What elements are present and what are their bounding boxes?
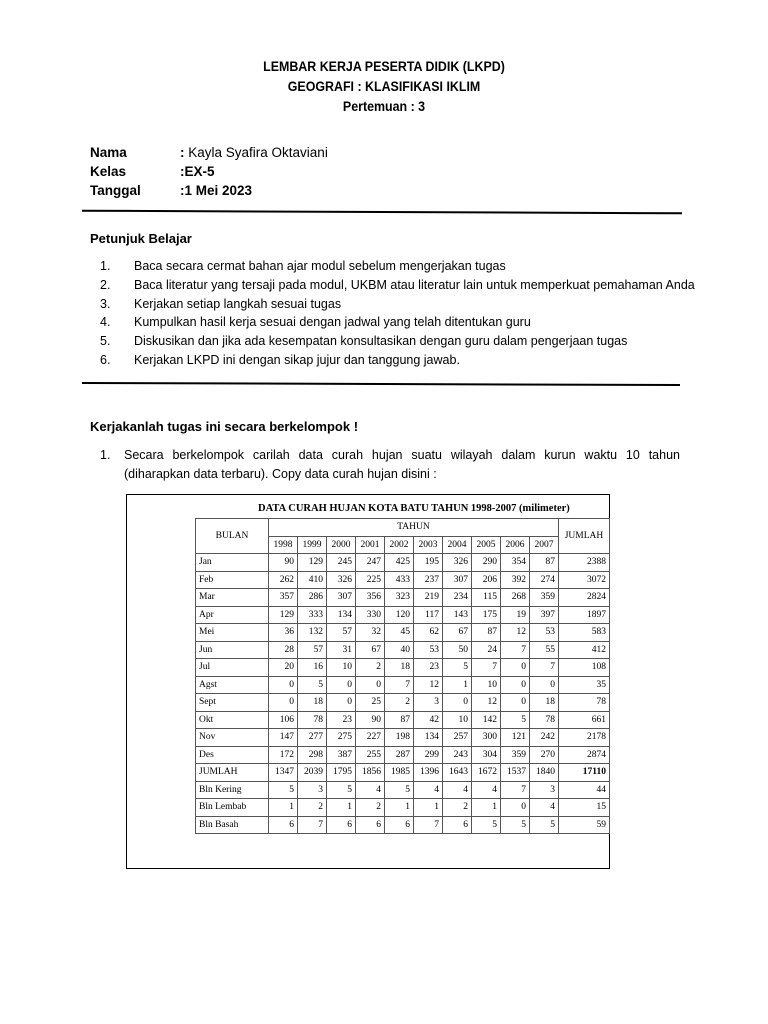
table-cell: 28	[269, 641, 298, 659]
table-cell: 4	[443, 781, 472, 799]
table-cell: 67	[356, 641, 385, 659]
table-cell: 31	[327, 641, 356, 659]
table-row	[196, 729, 610, 747]
table-row	[196, 659, 610, 677]
table-cell: 134	[414, 729, 443, 747]
table-cell: 0	[327, 694, 356, 712]
table-cell: 20	[269, 659, 298, 677]
table-cell: 18	[298, 694, 327, 712]
table-row	[196, 781, 610, 799]
table-row	[196, 606, 610, 624]
table-cell: 132	[298, 624, 327, 642]
table-cell: 219	[414, 589, 443, 607]
row-total: 78	[559, 694, 610, 712]
table-cell: 425	[385, 554, 414, 572]
row-label: Sept	[196, 694, 269, 712]
subject-title: GEOGRAFI : KLASIFIKASI IKLIM	[287, 79, 481, 94]
table-cell: 23	[327, 711, 356, 729]
table-cell: 10	[472, 676, 501, 694]
kelas-value: :EX-5	[180, 164, 215, 179]
table-cell: 237	[414, 571, 443, 589]
table-cell: 300	[472, 729, 501, 747]
table-cell: 40	[385, 641, 414, 659]
table-cell: 2	[385, 694, 414, 712]
table-cell: 129	[298, 554, 327, 572]
table-cell: 307	[443, 571, 472, 589]
row-label: Nov	[196, 729, 269, 747]
table-cell: 143	[443, 606, 472, 624]
table-cell: 45	[385, 624, 414, 642]
nama-value-wrap	[180, 145, 328, 160]
table-cell: 4	[530, 799, 559, 817]
table-cell: 275	[327, 729, 356, 747]
row-label: JUMLAH	[196, 764, 269, 782]
year-header: 2007	[530, 536, 559, 554]
table-cell: 356	[356, 589, 385, 607]
tanggal-label: Tanggal	[90, 183, 141, 198]
table-cell: 225	[356, 571, 385, 589]
year-header: 2005	[472, 536, 501, 554]
task-number: 1.	[100, 448, 111, 462]
table-cell: 1856	[356, 764, 385, 782]
table-cell: 307	[327, 589, 356, 607]
table-cell: 0	[269, 694, 298, 712]
table-cell: 147	[269, 729, 298, 747]
row-label: Jul	[196, 659, 269, 677]
table-cell: 106	[269, 711, 298, 729]
table-cell: 0	[530, 676, 559, 694]
table-cell: 18	[530, 694, 559, 712]
row-total: 661	[559, 711, 610, 729]
table-cell: 245	[327, 554, 356, 572]
table-body	[196, 554, 610, 834]
row-label: Bln Basah	[196, 816, 269, 834]
table-cell: 0	[501, 799, 530, 817]
table-cell: 3	[414, 694, 443, 712]
divider-line	[82, 382, 680, 386]
list-item: 1. Baca secara cermat bahan ajar modul sebelum mengerjakan tugas	[100, 259, 506, 273]
table-cell: 36	[269, 624, 298, 642]
table-cell: 4	[472, 781, 501, 799]
row-label: Apr	[196, 606, 269, 624]
year-header: 1998	[269, 536, 298, 554]
table-cell: 5	[327, 781, 356, 799]
row-label: Bln Kering	[196, 781, 269, 799]
table-cell: 227	[356, 729, 385, 747]
table-cell: 10	[327, 659, 356, 677]
table-cell: 0	[501, 659, 530, 677]
table-cell: 354	[501, 554, 530, 572]
table-row	[196, 571, 610, 589]
table-cell: 257	[443, 729, 472, 747]
table-cell: 1985	[385, 764, 414, 782]
table-cell: 299	[414, 746, 443, 764]
table-cell: 0	[443, 694, 472, 712]
table-cell: 50	[443, 641, 472, 659]
col-jumlah: JUMLAH	[559, 519, 610, 554]
table-cell: 1	[443, 676, 472, 694]
row-total: 2824	[559, 589, 610, 607]
table-cell: 6	[269, 816, 298, 834]
table-cell: 243	[443, 746, 472, 764]
table-row	[196, 816, 610, 834]
row-total: 35	[559, 676, 610, 694]
list-item: 6. Kerjakan LKPD ini dengan sikap jujur dan tanggung jawab.	[100, 352, 460, 367]
table-cell: 1672	[472, 764, 501, 782]
row-total: 44	[559, 781, 610, 799]
year-header: 2004	[443, 536, 472, 554]
row-label: Mar	[196, 589, 269, 607]
list-item: 4. Kumpulkan hasil kerja sesuai dengan jadwal yang telah ditentukan guru	[100, 315, 531, 330]
row-total: 2874	[559, 746, 610, 764]
table-row	[196, 676, 610, 694]
table-cell: 298	[298, 746, 327, 764]
table-cell: 23	[414, 659, 443, 677]
table-cell: 4	[414, 781, 443, 799]
table-cell: 242	[530, 729, 559, 747]
table-cell: 32	[356, 624, 385, 642]
table-cell: 1643	[443, 764, 472, 782]
table-cell: 1795	[327, 764, 356, 782]
kelas-label: Kelas	[90, 164, 127, 179]
table-cell: 270	[530, 746, 559, 764]
col-tahun: TAHUN	[269, 519, 559, 537]
row-label: Jun	[196, 641, 269, 659]
table-cell: 121	[501, 729, 530, 747]
table-cell: 2	[443, 799, 472, 817]
table-cell: 12	[501, 624, 530, 642]
row-label: Feb	[196, 571, 269, 589]
table-cell: 2	[356, 659, 385, 677]
table-cell: 57	[327, 624, 356, 642]
table-cell: 90	[356, 711, 385, 729]
table-cell: 5	[530, 816, 559, 834]
table-cell: 25	[356, 694, 385, 712]
table-cell: 206	[472, 571, 501, 589]
table-cell: 7	[501, 641, 530, 659]
list-item: 3. Kerjakan setiap langkah sesuai tugas	[100, 296, 342, 311]
row-label: Bln Lembab	[196, 799, 269, 817]
table-cell: 117	[414, 606, 443, 624]
table-cell: 5	[501, 711, 530, 729]
table-cell: 7	[472, 659, 501, 677]
nama-label: Nama	[90, 145, 127, 160]
table-cell: 2	[298, 799, 327, 817]
table-cell: 142	[472, 711, 501, 729]
table-cell: 0	[501, 694, 530, 712]
row-total: 583	[559, 624, 610, 642]
task-item	[90, 446, 680, 484]
meeting-title: Pertemuan : 3	[342, 99, 426, 114]
row-total: 1897	[559, 606, 610, 624]
instruction-list	[90, 257, 695, 370]
table-cell: 1537	[501, 764, 530, 782]
table-cell: 387	[327, 746, 356, 764]
table-cell: 333	[298, 606, 327, 624]
year-header: 2000	[327, 536, 356, 554]
row-total: 108	[559, 659, 610, 677]
table-cell: 5	[472, 816, 501, 834]
table-cell: 2	[356, 799, 385, 817]
table-cell: 1840	[530, 764, 559, 782]
row-total: 2388	[559, 554, 610, 572]
col-bulan: BULAN	[196, 519, 269, 554]
table-cell: 7	[385, 676, 414, 694]
table-cell: 247	[356, 554, 385, 572]
table-cell: 53	[414, 641, 443, 659]
tanggal-value: :1 Mei 2023	[180, 183, 253, 198]
table-cell: 6	[327, 816, 356, 834]
table-cell: 1	[472, 799, 501, 817]
table-cell: 357	[269, 589, 298, 607]
table-cell: 255	[356, 746, 385, 764]
table-cell: 330	[356, 606, 385, 624]
row-total: 17110	[559, 764, 610, 782]
table-cell: 326	[327, 571, 356, 589]
table-header-row	[196, 519, 610, 537]
table-cell: 5	[443, 659, 472, 677]
table-cell: 12	[414, 676, 443, 694]
table-row	[196, 799, 610, 817]
list-item: 5. Diskusikan dan jika ada kesempatan konsultasikan dengan guru dalam pengerjaan tugas	[100, 334, 628, 349]
table-cell: 24	[472, 641, 501, 659]
rainfall-table	[195, 518, 610, 834]
table-cell: 172	[269, 746, 298, 764]
table-cell: 53	[530, 624, 559, 642]
nama-colon: :	[180, 145, 185, 160]
table-cell: 18	[385, 659, 414, 677]
table-cell: 323	[385, 589, 414, 607]
row-total: 2178	[559, 729, 610, 747]
table-cell: 1396	[414, 764, 443, 782]
year-header: 2002	[385, 536, 414, 554]
table-cell: 6	[385, 816, 414, 834]
table-cell: 87	[530, 554, 559, 572]
table-cell: 62	[414, 624, 443, 642]
table-cell: 1	[385, 799, 414, 817]
table-row	[196, 746, 610, 764]
table-cell: 129	[269, 606, 298, 624]
table-cell: 268	[501, 589, 530, 607]
tugas-heading: Kerjakanlah tugas ini secara berkelompok !	[90, 419, 359, 434]
table-cell: 359	[530, 589, 559, 607]
table-cell: 392	[501, 571, 530, 589]
table-cell: 7	[501, 781, 530, 799]
table-cell: 78	[530, 711, 559, 729]
table-row	[196, 624, 610, 642]
table-cell: 7	[298, 816, 327, 834]
table-cell: 5	[298, 676, 327, 694]
list-item: 2. Baca literatur yang tersaji pada modul, UKBM atau literatur lain untuk memperkuat pemahaman Anda	[100, 277, 695, 292]
table-cell: 67	[443, 624, 472, 642]
petunjuk-heading: Petunjuk Belajar	[90, 231, 192, 246]
table-cell: 12	[472, 694, 501, 712]
table-cell: 433	[385, 571, 414, 589]
table-title: DATA CURAH HUJAN KOTA BATU TAHUN 1998-2007 (milimeter)	[258, 503, 570, 514]
table-cell: 397	[530, 606, 559, 624]
table-cell: 90	[269, 554, 298, 572]
table-cell: 57	[298, 641, 327, 659]
table-cell: 1	[327, 799, 356, 817]
year-header: 2006	[501, 536, 530, 554]
table-cell: 42	[414, 711, 443, 729]
table-cell: 1	[269, 799, 298, 817]
table-cell: 274	[530, 571, 559, 589]
row-label: Des	[196, 746, 269, 764]
table-cell: 0	[327, 676, 356, 694]
table-cell: 6	[356, 816, 385, 834]
table-cell: 5	[385, 781, 414, 799]
row-total: 412	[559, 641, 610, 659]
table-row	[196, 554, 610, 572]
table-cell: 5	[501, 816, 530, 834]
row-total: 15	[559, 799, 610, 817]
table-cell: 10	[443, 711, 472, 729]
table-cell: 287	[385, 746, 414, 764]
table-cell: 3	[530, 781, 559, 799]
table-cell: 115	[472, 589, 501, 607]
row-label: Mei	[196, 624, 269, 642]
table-row	[196, 764, 610, 782]
table-cell: 0	[269, 676, 298, 694]
table-row	[196, 641, 610, 659]
table-cell: 277	[298, 729, 327, 747]
table-cell: 5	[269, 781, 298, 799]
table-row	[196, 589, 610, 607]
table-cell: 55	[530, 641, 559, 659]
table-cell: 2039	[298, 764, 327, 782]
year-header: 2003	[414, 536, 443, 554]
table-cell: 326	[443, 554, 472, 572]
table-cell: 134	[327, 606, 356, 624]
table-cell: 6	[443, 816, 472, 834]
row-label: Jan	[196, 554, 269, 572]
worksheet-title: LEMBAR KERJA PESERTA DIDIK (LKPD)	[263, 59, 505, 74]
table-cell: 410	[298, 571, 327, 589]
table-cell: 4	[356, 781, 385, 799]
row-total: 3072	[559, 571, 610, 589]
table-cell: 262	[269, 571, 298, 589]
table-row	[196, 711, 610, 729]
table-cell: 359	[501, 746, 530, 764]
table-cell: 7	[530, 659, 559, 677]
table-cell: 1347	[269, 764, 298, 782]
table-cell: 16	[298, 659, 327, 677]
table-cell: 7	[414, 816, 443, 834]
year-header: 1999	[298, 536, 327, 554]
table-cell: 234	[443, 589, 472, 607]
table-cell: 87	[385, 711, 414, 729]
row-label: Okt	[196, 711, 269, 729]
table-cell: 78	[298, 711, 327, 729]
table-cell: 3	[298, 781, 327, 799]
table-cell: 87	[472, 624, 501, 642]
row-label: Agst	[196, 676, 269, 694]
table-cell: 175	[472, 606, 501, 624]
table-row	[196, 694, 610, 712]
table-cell: 286	[298, 589, 327, 607]
table-cell: 304	[472, 746, 501, 764]
nama-value: Kayla Syafira Oktaviani	[184, 145, 328, 160]
year-header: 2001	[356, 536, 385, 554]
table-cell: 19	[501, 606, 530, 624]
row-total: 59	[559, 816, 610, 834]
table-cell: 290	[472, 554, 501, 572]
task-text: Secara berkelompok carilah data curah hujan suatu wilayah dalam kurun waktu 10 tahun (diharapkan data terbaru). Copy data curah hujan disini :	[124, 448, 680, 481]
table-cell: 120	[385, 606, 414, 624]
table-cell: 0	[501, 676, 530, 694]
table-cell: 1	[414, 799, 443, 817]
divider-line	[82, 210, 682, 215]
table-cell: 198	[385, 729, 414, 747]
table-cell: 195	[414, 554, 443, 572]
table-cell: 0	[356, 676, 385, 694]
